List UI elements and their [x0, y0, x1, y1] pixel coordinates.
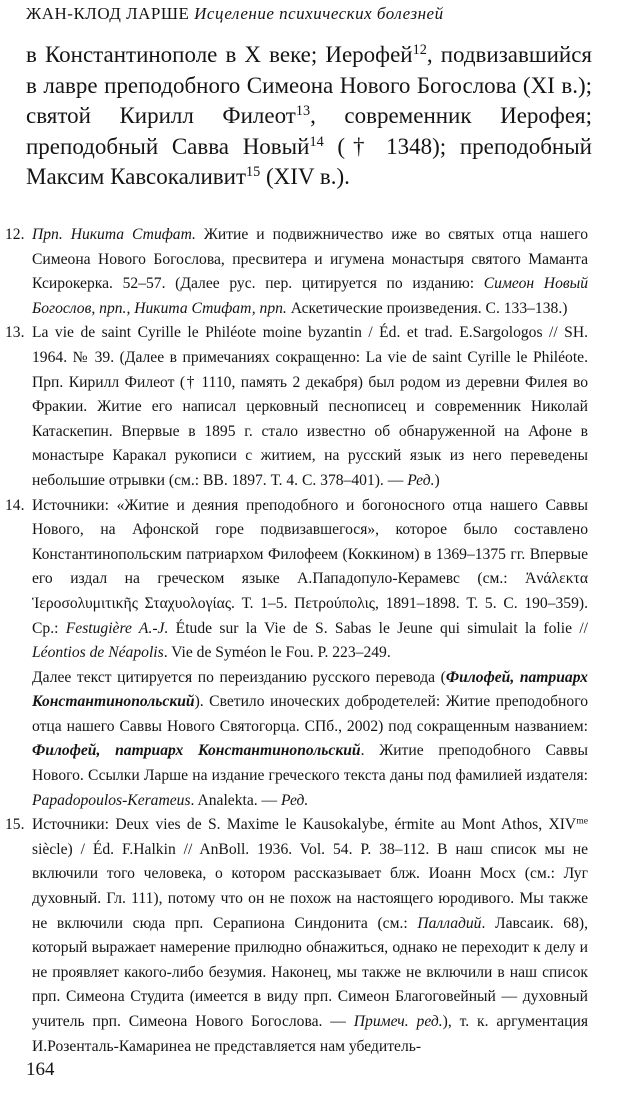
note-bold-italic: Филофей, патриарх Константинопольский [32, 668, 588, 711]
note-text: ), т. к. аргументация И.Розенталь-Камаринеа не представляется нам убедитель- [32, 1013, 588, 1055]
footnote-13 [5, 321, 588, 493]
note-text: Источники: «Житие и деяния преподобного и богоносного отца нашего Саввы Нового, на Афонской горе подвизавшегося», которое было составлено Константинопольским патриархом Филофеем (Коккином) в 1369–1375 гг. Впервые его издал на греческом языке А.Пападопуло-Керамевс (см.: [32, 496, 588, 588]
footnote-number: 12. [5, 226, 25, 243]
header-book-title: Исцеление психических болезней [194, 4, 444, 23]
footnote-15 [5, 813, 588, 1059]
note-greek: Πετρούπολις [294, 594, 375, 612]
main-text-part: в Константинополе в X веке; Иерофей [26, 42, 413, 67]
note-italic: Léontios de Néapolis [32, 644, 164, 662]
footnote-ref-13: 13 [295, 103, 311, 120]
note-greek: Ἀνάλεκτα Ἱεροσολυμιτικῆς Σταχυολογίας [32, 570, 588, 612]
footnote-14 [5, 494, 588, 666]
note-italic: Ред. [281, 791, 309, 809]
note-text: Источники: Deux vies de S. Maxime le Kausokalybe, érmite au Mont Athos, XIV [32, 816, 577, 834]
note-text: La vie de saint Cyrille le Philéote moine byzantin / Éd. et trad. E.Sargologos // SH. 1964. № 39. (Далее в примечаниях сокращенно: La vie de saint Cyrille le Philéote. Прп. Кирилл Филеот († 1110, память 2 декабря) был родом из деревни Филея во Фракии. Житие его написал церковный песнописец и современник Николай Катаскепин. Впервые в 1895 г. стало известно об обнаруженной на Афоне в монастыре Каракал рукописи с житием, на русский язык из него переведены небольшие отрывки (см.: ВВ. 1897. Т. 4. С. 378–401). — [32, 324, 588, 489]
note-text: . Т. 1–5. [231, 594, 295, 612]
footnotes [5, 223, 588, 1059]
main-text-part: († 1348); преподобный Максим Кавсокаливит [26, 133, 592, 189]
main-text-part: , современник Иерофея; преподобный Савва Новый [26, 103, 592, 159]
footnote-number: 13. [5, 324, 25, 342]
footnote-number: 14. [5, 496, 25, 514]
footnote-14-continuation [5, 666, 588, 814]
note-text: Далее текст цитируется по переизданию русского перевода ( [32, 668, 446, 686]
note-text: . Житие преподобного Саввы Нового. Ссылки Ларше на издание греческого текста даны под фамилией издателя: [32, 742, 588, 785]
footnote-ref-15: 15 [246, 164, 261, 181]
note-text: . Analekta. — [190, 791, 282, 809]
note-text: , 1891–1898. Т. 5. С. 190–359). Ср.: [32, 594, 588, 637]
page-number: 164 [26, 1059, 55, 1080]
footnote-12 [5, 223, 588, 321]
note-italic: Прп. Никита Стифат. [32, 226, 196, 243]
note-text: Аскетические произведения. С. 133–138.) [286, 299, 568, 317]
note-italic: Ред. [407, 471, 435, 489]
note-text: . Vie de Syméon le Fou. P. 223–249. [163, 644, 391, 662]
running-head [26, 4, 444, 24]
note-text: ) [434, 471, 440, 489]
note-superscript: me [576, 815, 588, 827]
main-text [26, 40, 592, 193]
note-text: Житие и подвижничество иже во святых отца нашего Симеона Нового Богослова, пресвитера и игумена монастыря святого Маманта Ксирокерка. 52–57. (Далее рус. пер. цитируется по изданию: [32, 226, 588, 293]
note-italic: Примеч. ред. [353, 1013, 443, 1030]
note-bold-italic: Филофей, патриарх Константинопольский [32, 742, 361, 760]
note-italic: Papadopoulos-Kerameus [32, 791, 191, 809]
header-author: ЖАН-КЛОД ЛАРШЕ [26, 4, 190, 23]
note-italic: Палладий [417, 914, 482, 932]
note-text: Étude sur la Vie de S. Sabas le Jeune qui simulait la folie // [168, 619, 589, 637]
footnote-ref-14: 14 [309, 133, 324, 150]
note-text: ). Светило иноческих добродетелей: Житие преподобного отца нашего Саввы Нового Святогорца. СПб., 2002) под сокращенным названием: [32, 693, 588, 735]
note-text: siècle) / Éd. F.Halkin // AnBoll. 1936. Vol. 54. P. 38–112. В наш список мы не включили того человека, о котором рассказывает блж. Иоанн Мосх (см.: Луг духовный. Гл. 111), потому что он не похож на настоящего юродивого. Мы также не включили сюда прп. Серапиона Синдонита (см.: [32, 840, 588, 932]
footnote-ref-12: 12 [412, 42, 427, 59]
main-text-part: (XIV в.). [260, 164, 350, 189]
note-italic: Симеон Новый Богослов, прп., Никита Стифат, прп. [32, 275, 588, 317]
footnote-number: 15. [5, 816, 25, 834]
note-text: . Лавсаик. 68), который выражает намерение прилюдно обнажиться, однако не переходит к делу и не проявляет какого-либо безумия. Наконец, мы также не включили в наш список прп. Симеона Студита (имеется в виду прп. Симеон Благоговейный — духовный учитель прп. Симеона Нового Богослова. — [32, 914, 588, 1030]
note-italic: Festugière A.-J. [65, 619, 169, 637]
main-text-part: , подвизавшийся в лавре преподобного Симеона Нового Богослова (XI в.); святой Кирилл Филеот [26, 42, 592, 128]
